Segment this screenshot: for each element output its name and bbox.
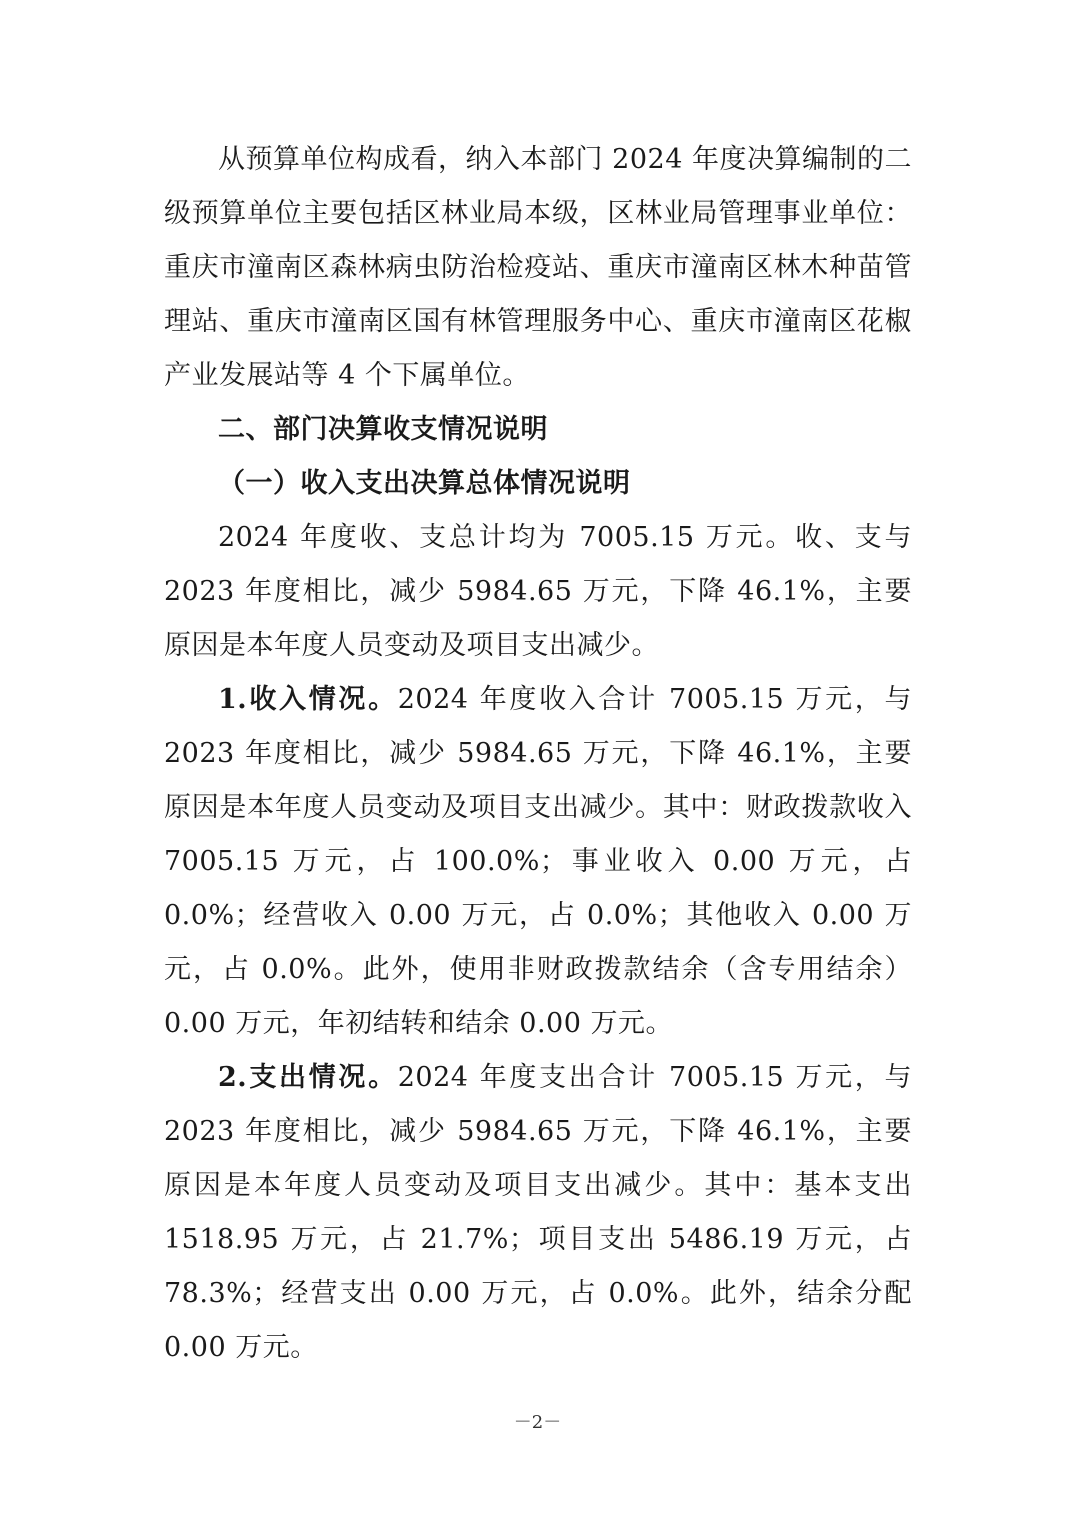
paragraph-expense (164, 1051, 912, 1375)
section-heading-2: 二、部门决算收支情况说明 (218, 414, 548, 445)
paragraph-overall-summary: 2024 年度收、支总计均为 7005.15 万元。收、支与 2023 年度相比，减少 5984.65 万元，下降 46.1%，主要原因是本年度人员变动及项目支出减少。 (164, 522, 912, 661)
expense-body: 2024 年度支出合计 7005.15 万元，与 2023 年度相比，减少 5984.65 万元，下降 46.1%，主要原因是本年度人员变动及项目支出减少。其中：基本支出 1518.95 万元，占 21.7%；项目支出 5486.19 万元，占 78.3%；经营支出 0.00 万元，占 0.0%。此外，结余分配 0.00 万元。 (164, 1062, 912, 1363)
income-body: 2024 年度收入合计 7005.15 万元，与 2023 年度相比，减少 5984.65 万元，下降 46.1%，主要原因是本年度人员变动及项目支出减少。其中：财政拨款收入 7005.15 万元，占 100.0%；事业收入 0.00 万元，占 0.0%；经营收入 0.00 万元，占 0.0%；其他收入 0.00 万元，占 0.0%。此外，使用非财政拨款结余（含专用结余）0.00 万元，年初结转和结余 0.00 万元。 (164, 684, 912, 1039)
expense-lead: 2.支出情况。 (218, 1062, 398, 1093)
income-lead: 1.收入情况。 (218, 684, 398, 715)
paragraph-budget-units: 从预算单位构成看，纳入本部门 2024 年度决算编制的二级预算单位主要包括区林业局本级，区林业局管理事业单位：重庆市潼南区森林病虫防治检疫站、重庆市潼南区林木种苗管理站、重庆市潼南区国有林管理服务中心、重庆市潼南区花椒产业发展站等 4 个下属单位。 (164, 144, 912, 391)
subsection-heading-1: （一）收入支出决算总体情况说明 (218, 468, 631, 499)
page-number: －2－ (513, 1412, 562, 1433)
paragraph-income (164, 673, 912, 1051)
document-body (164, 133, 912, 1375)
